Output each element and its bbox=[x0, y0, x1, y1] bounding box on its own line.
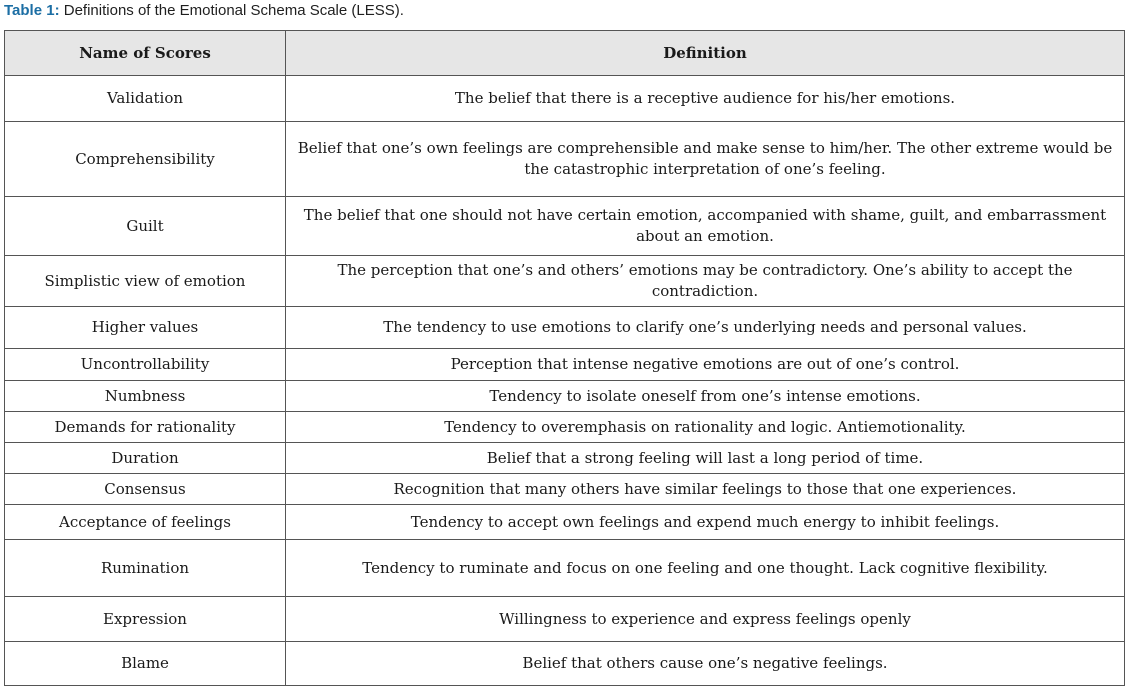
score-definition: The belief that one should not have certain emotion, accompanied with shame, guilt, and embarrassment about an emotion. bbox=[286, 197, 1125, 256]
definitions-table bbox=[4, 30, 1125, 686]
score-definition: Tendency to accept own feelings and expend much energy to inhibit feelings. bbox=[286, 505, 1125, 540]
score-name: Demands for rationality bbox=[5, 412, 286, 443]
table-row bbox=[5, 197, 1125, 256]
score-name: Guilt bbox=[5, 197, 286, 256]
score-name: Validation bbox=[5, 76, 286, 122]
table-row bbox=[5, 122, 1125, 197]
table-row bbox=[5, 474, 1125, 505]
score-name: Numbness bbox=[5, 381, 286, 412]
score-name: Simplistic view of emotion bbox=[5, 256, 286, 307]
table-row bbox=[5, 540, 1125, 597]
score-name: Rumination bbox=[5, 540, 286, 597]
score-name: Uncontrollability bbox=[5, 349, 286, 381]
score-name: Expression bbox=[5, 597, 286, 642]
table-row bbox=[5, 412, 1125, 443]
table-row bbox=[5, 381, 1125, 412]
table-row bbox=[5, 505, 1125, 540]
score-name: Consensus bbox=[5, 474, 286, 505]
score-name: Blame bbox=[5, 642, 286, 686]
table-caption-text: Definitions of the Emotional Schema Scale (LESS). bbox=[59, 2, 404, 19]
table-row bbox=[5, 597, 1125, 642]
score-name: Acceptance of feelings bbox=[5, 505, 286, 540]
table-caption-label: Table 1: bbox=[4, 2, 60, 19]
header-name-of-scores: Name of Scores bbox=[5, 31, 286, 76]
score-definition: Belief that others cause one’s negative feelings. bbox=[286, 642, 1125, 686]
score-definition: Tendency to overemphasis on rationality and logic. Antiemotionality. bbox=[286, 412, 1125, 443]
score-definition: Belief that one’s own feelings are comprehensible and make sense to him/her. The other extreme would be the catastrophic interpretation of one’s feeling. bbox=[286, 122, 1125, 197]
table-row bbox=[5, 349, 1125, 381]
header-definition: Definition bbox=[286, 31, 1125, 76]
score-definition: Belief that a strong feeling will last a long period of time. bbox=[286, 443, 1125, 474]
table-row bbox=[5, 307, 1125, 349]
table-caption bbox=[4, 2, 404, 20]
score-definition: Perception that intense negative emotions are out of one’s control. bbox=[286, 349, 1125, 381]
table-row bbox=[5, 443, 1125, 474]
score-definition: The belief that there is a receptive audience for his/her emotions. bbox=[286, 76, 1125, 122]
table-row bbox=[5, 76, 1125, 122]
score-name: Higher values bbox=[5, 307, 286, 349]
score-definition: Tendency to ruminate and focus on one feeling and one thought. Lack cognitive flexibility. bbox=[286, 540, 1125, 597]
score-definition: Tendency to isolate oneself from one’s intense emotions. bbox=[286, 381, 1125, 412]
score-definition: The tendency to use emotions to clarify one’s underlying needs and personal values. bbox=[286, 307, 1125, 349]
score-name: Comprehensibility bbox=[5, 122, 286, 197]
score-definition: The perception that one’s and others’ emotions may be contradictory. One’s ability to accept the contradiction. bbox=[286, 256, 1125, 307]
score-name: Duration bbox=[5, 443, 286, 474]
table-row bbox=[5, 256, 1125, 307]
table-row bbox=[5, 642, 1125, 686]
score-definition: Willingness to experience and express feelings openly bbox=[286, 597, 1125, 642]
table-header-row bbox=[5, 31, 1125, 76]
score-definition: Recognition that many others have similar feelings to those that one experiences. bbox=[286, 474, 1125, 505]
